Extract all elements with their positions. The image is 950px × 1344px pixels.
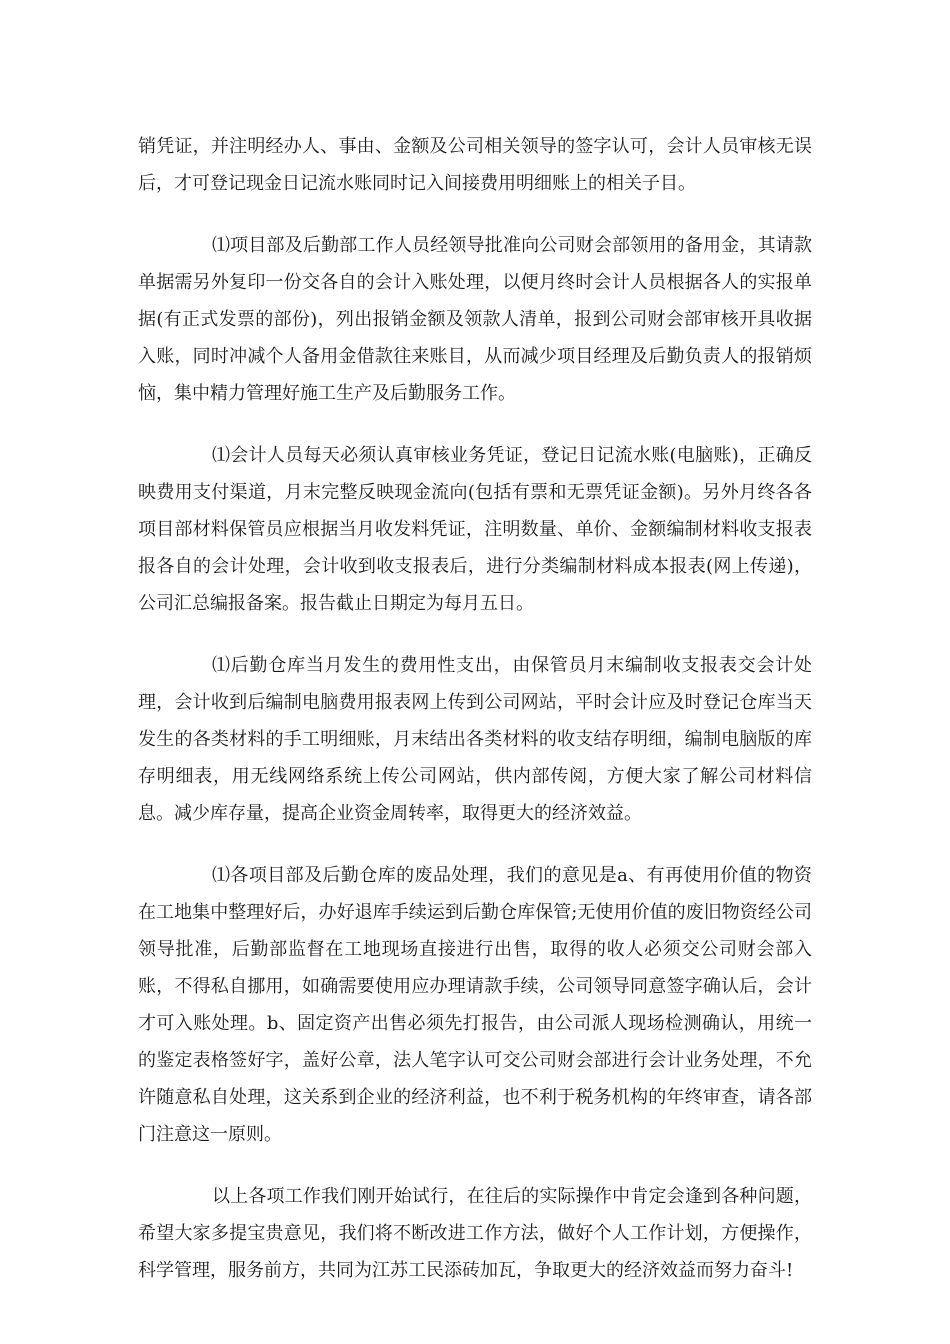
paragraph-waste-disposal: ⑴各项目部及后勤仓库的废品处理，我们的意见是a、有再使用价值的物资在工地集中整理好后，办好退库手续运到后勤仓库保管;无使用价值的废旧物资经公司领导批准，后勤部监督在工地现场直接进行出售，取得的收人必须交公司财会部入账，不得私自挪用，如确需要使用应办理请款手续，公司领导同意签字确认后，会计才可入账处理。b、固定资产出售必须先打报告，由公司派人现场检测确认，用统一的鉴定表格签好字，盖好公章，法人笔字认可交公司财会部进行会计业务处理，不允许随意私自处理，这关系到企业的经济利益，也不利于税务机构的年终审查，请各部门注意这一原则。: [138, 865, 812, 1145]
paragraph-closing: 以上各项工作我们刚开始试行，在往后的实际操作中肯定会逢到各种问题，希望大家多提宝贵意见，我们将不断改进工作方法，做好个人工作计划，方便操作，科学管理，服务前方，共同为江苏工民添砖加瓦，争取更大的经济效益而努力奋斗!: [138, 1186, 812, 1281]
paragraph-daily-audit: ⑴会计人员每天必须认真审核业务凭证，登记日记流水账(电脑账)，正确反映费用支付渠道，月末完整反映现金流向(包括有票和无票凭证金额)。另外月终各各项目部材料保管员应根据当月收发料凭证，注明数量、单价、金额编制材料收支报表报各自的会计处理，会计收到收支报表后，进行分类编制材料成本报表(网上传递)，公司汇总编报备案。报告截止日期定为每月五日。: [138, 445, 812, 614]
paragraph-petty-cash: ⑴项目部及后勤部工作人员经领导批准向公司财会部领用的备用金，其请款单据需另外复印一份交各自的会计入账处理，以便月终时会计人员根据各人的实报单据(有正式发票的部份)，列出报销金额及领款人清单，报到公司财会部审核开具收据入账，同时冲减个人备用金借款往来账目，从而减少项目经理及后勤负责人的报销烦恼，集中精力管理好施工生产及后勤服务工作。: [138, 235, 812, 404]
paragraph-continuation: 销凭证，并注明经办人、事由、金额及公司相关领导的签字认可，会计人员审核无误后，才可登记现金日记流水账同时记入间接费用明细账上的相关子目。: [138, 136, 812, 194]
document-page: [138, 128, 812, 1314]
paragraph-warehouse-expenses: ⑴后勤仓库当月发生的费用性支出，由保管员月末编制收支报表交会计处理，会计收到后编制电脑费用报表网上传到公司网站，平时会计应及时登记仓库当天发生的各类材料的手工明细账，月末结出各类材料的收支结存明细，编制电脑版的库存明细表，用无线网络系统上传公司网站，供内部传阅，方便大家了解公司材料信息。减少库存量，提高企业资金周转率，取得更大的经济效益。: [138, 655, 812, 824]
